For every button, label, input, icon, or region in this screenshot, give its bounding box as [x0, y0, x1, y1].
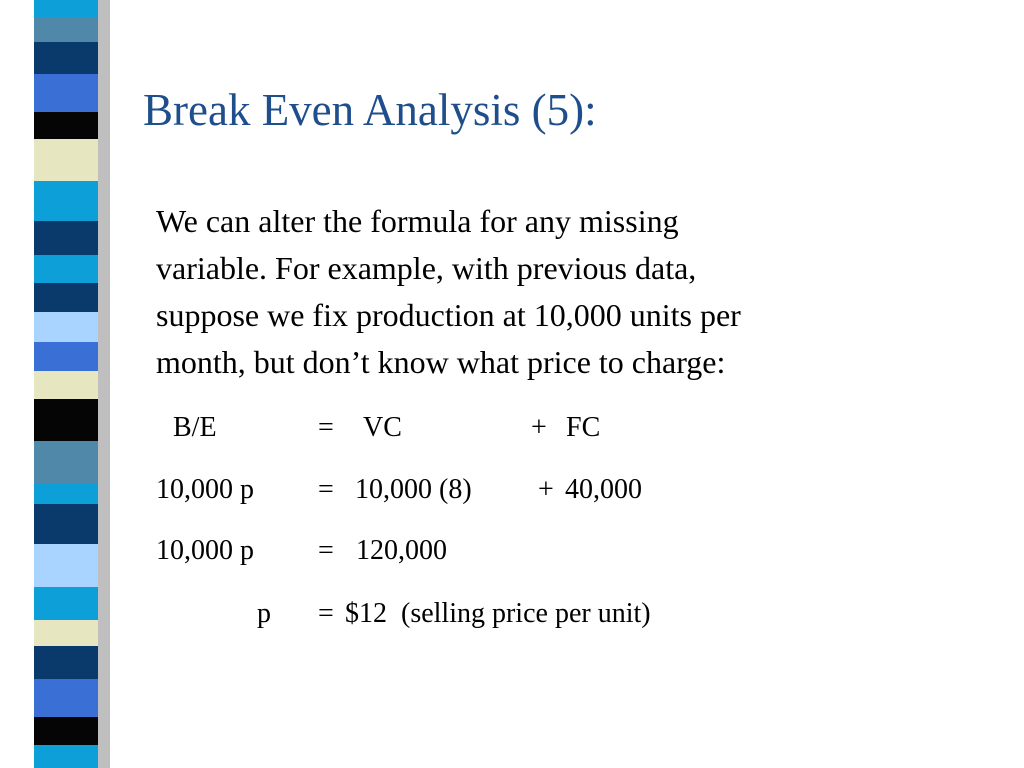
stripe [34, 342, 98, 371]
paragraph-line: suppose we fix production at 10,000 units per [156, 297, 741, 333]
stripe [34, 312, 98, 342]
stripe [34, 42, 98, 74]
stripe [34, 587, 98, 619]
stripe [34, 544, 98, 588]
equation-3-left: 10,000 p [156, 535, 254, 566]
stripe [34, 504, 98, 544]
paragraph-line: month, but don’t know what price to charge: [156, 344, 726, 380]
decorative-striped-bar [34, 0, 98, 768]
stripe [34, 483, 98, 504]
paragraph-line: variable. For example, with previous data, [156, 250, 697, 286]
stripe [34, 17, 98, 42]
stripe [34, 441, 98, 483]
equation-4-term1: $12 (selling price per unit) [345, 598, 651, 629]
equation-1-left: B/E [173, 412, 217, 443]
equation-2-term2: 40,000 [565, 474, 642, 505]
equation-2-equals: = [318, 474, 334, 505]
equation-3-equals: = [318, 535, 334, 566]
stripe [34, 283, 98, 312]
equation-2-plus: + [538, 474, 554, 505]
stripe [34, 620, 98, 647]
stripe [34, 0, 98, 17]
body-paragraph [156, 198, 936, 386]
stripe [34, 646, 98, 678]
equation-4-left: p [257, 598, 271, 629]
equation-2-left: 10,000 p [156, 474, 254, 505]
equation-1-term1: VC [363, 412, 402, 443]
stripe [34, 112, 98, 139]
equation-1-term2: FC [566, 412, 601, 443]
stripe [34, 181, 98, 221]
slide-title: Break Even Analysis (5): [143, 85, 597, 135]
equation-1-plus: + [531, 412, 547, 443]
equation-1-equals: = [318, 412, 334, 443]
paragraph-line: We can alter the formula for any missing [156, 203, 679, 239]
stripe [34, 399, 98, 441]
equation-3-term1: 120,000 [356, 535, 447, 566]
stripe [34, 139, 98, 181]
stripe [34, 745, 98, 768]
stripe [34, 371, 98, 400]
equation-4-equals: = [318, 598, 334, 629]
equation-2-term1: 10,000 (8) [355, 474, 472, 505]
stripe [34, 679, 98, 717]
stripe [34, 255, 98, 284]
stripe [34, 717, 98, 746]
stripe [34, 221, 98, 255]
stripe [34, 74, 98, 112]
